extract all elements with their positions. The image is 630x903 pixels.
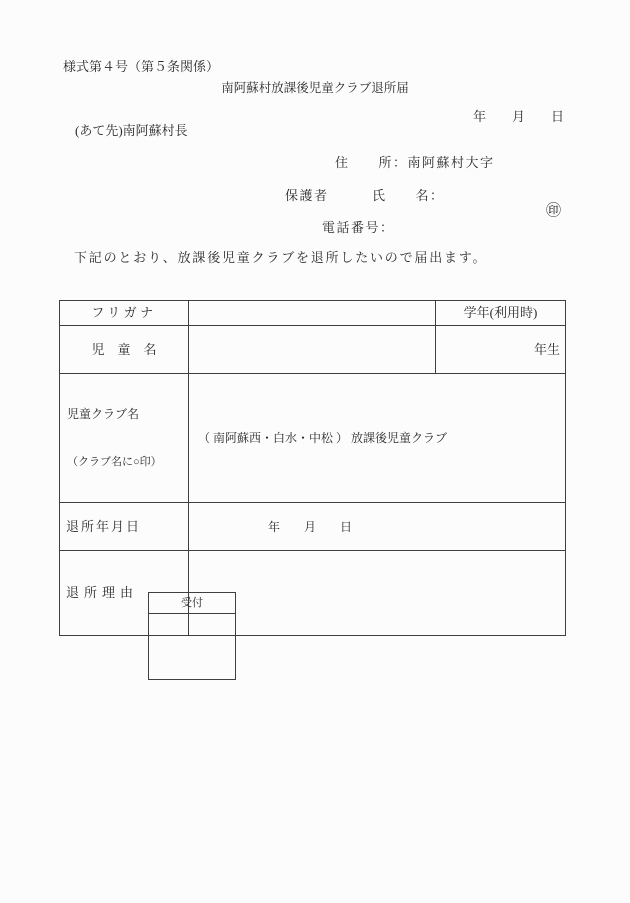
club-name-row xyxy=(60,374,566,503)
reception-box-title: 受付 xyxy=(149,593,235,614)
club-name-label-line2: （クラブ名に○印） xyxy=(67,456,162,468)
child-name-value-cell xyxy=(189,326,436,374)
seal-mark-icon: ㊞ xyxy=(546,203,562,219)
declaration-statement: 下記のとおり、放課後児童クラブを退所したいので届出ます。 xyxy=(74,250,488,265)
child-name-row xyxy=(60,326,566,374)
withdrawal-form-table xyxy=(59,300,566,636)
club-name-options-cell: （ 南阿蘇西・白水・中松 ） 放課後児童クラブ xyxy=(189,374,566,503)
guardian-address-line: 住 所：南阿蘇村大字 xyxy=(335,155,495,170)
club-name-label-line1: 児童クラブ名 xyxy=(67,407,140,421)
withdrawal-date-label: 退所年月日 xyxy=(60,503,189,551)
withdrawal-reason-row xyxy=(60,551,566,636)
furigana-label: フリガナ xyxy=(60,301,189,326)
withdrawal-reason-value-cell xyxy=(189,551,566,636)
grade-suffix-cell: 年生 xyxy=(436,326,566,374)
guardian-name-line: 保護者 氏 名： xyxy=(285,188,445,203)
reception-stamp-area xyxy=(149,614,235,679)
withdrawal-date-row xyxy=(60,503,566,551)
reception-stamp-box xyxy=(148,592,236,680)
furigana-row xyxy=(60,301,566,326)
child-name-label: 児 童 名 xyxy=(60,326,189,374)
withdrawal-date-value-cell: 年 月 日 xyxy=(189,503,566,551)
submission-date-line: 年 月 日 xyxy=(472,109,564,124)
phone-number-line: 電話番号： xyxy=(322,220,395,235)
furigana-value-cell xyxy=(189,301,436,326)
form-number: 様式第４号（第５条関係） xyxy=(63,59,220,74)
addressee-line: (あて先)南阿蘇村長 xyxy=(75,123,188,138)
page-title: 南阿蘇村放課後児童クラブ退所届 xyxy=(221,81,409,95)
grade-header-cell: 学年(利用時) xyxy=(436,301,566,326)
club-name-label xyxy=(60,374,189,503)
withdrawal-reason-label: 退所理由 xyxy=(60,551,189,636)
